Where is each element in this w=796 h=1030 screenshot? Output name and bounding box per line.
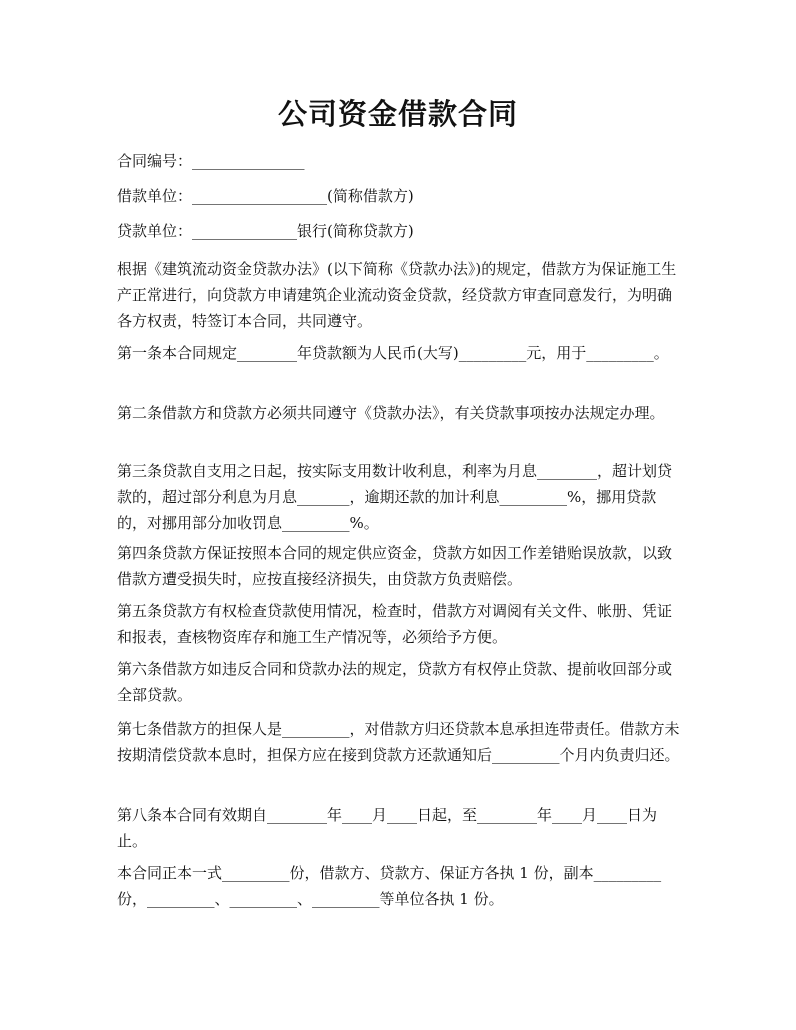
article-2-paragraph: 第二条借款方和贷款方必须共同遵守《贷款办法》，有关贷款事项按办法规定办理。 [117, 404, 665, 422]
article-4-paragraph: 第四条贷款方保证按照本合同的规定供应资金，贷款方如因工作差错贻误放款，以致借款方遭受损失时，应按直接经济损失，由贷款方负责赔偿。 [117, 544, 673, 588]
contract-number-field: 合同编号：_______________ [117, 152, 305, 170]
article-7-paragraph: 第七条借款方的担保人是_________，对借款方归还贷款本息承担连带责任。借款方未按期清偿贷款本息时，担保方应在接到贷款方还款通知后_________个月内负责归还。 [117, 720, 680, 764]
preamble-paragraph: 根据《建筑流动资金贷款办法》(以下简称《贷款办法》)的规定，借款方为保证施工生产正常进行，向贷款方申请建筑企业流动资金贷款，经贷款方审查同意发行，为明确各方权责，特签订本合同，共同遵守。 [117, 260, 677, 330]
article-5-paragraph: 第五条贷款方有权检查贷款使用情况，检查时，借款方对调阅有关文件、帐册、凭证和报表，查核物资库存和施工生产情况等，必须给予方便。 [117, 602, 673, 646]
article-6-paragraph: 第六条借款方如违反合同和贷款办法的规定，贷款方有权停止贷款、提前收回部分或全部贷款。 [117, 660, 673, 704]
lender-field: 贷款单位：______________银行(简称贷款方) [117, 222, 414, 240]
article-1-paragraph: 第一条本合同规定________年贷款额为人民币(大写)_________元，用于_________。 [117, 344, 669, 362]
document-title: 公司资金借款合同 [277, 97, 518, 131]
article-3-paragraph: 第三条贷款自支用之日起，按实际支用数计收利息，利率为月息________，超计划贷款的，超过部分利息为月息_______，逾期还款的加计利息_________%，挪用贷款的，对挪用部分加收罚息_________%。 [117, 462, 673, 532]
article-8-paragraph: 第八条本合同有效期自________年____月____日起，至________年____月____日为止。 [117, 806, 658, 850]
borrower-field: 借款单位：__________________(简称借款方) [117, 187, 414, 205]
copies-paragraph: 本合同正本一式_________份，借款方、贷款方、保证方各执 1 份，副本_________份，_________、_________、_________等单位各执 1 份。 [117, 864, 662, 908]
